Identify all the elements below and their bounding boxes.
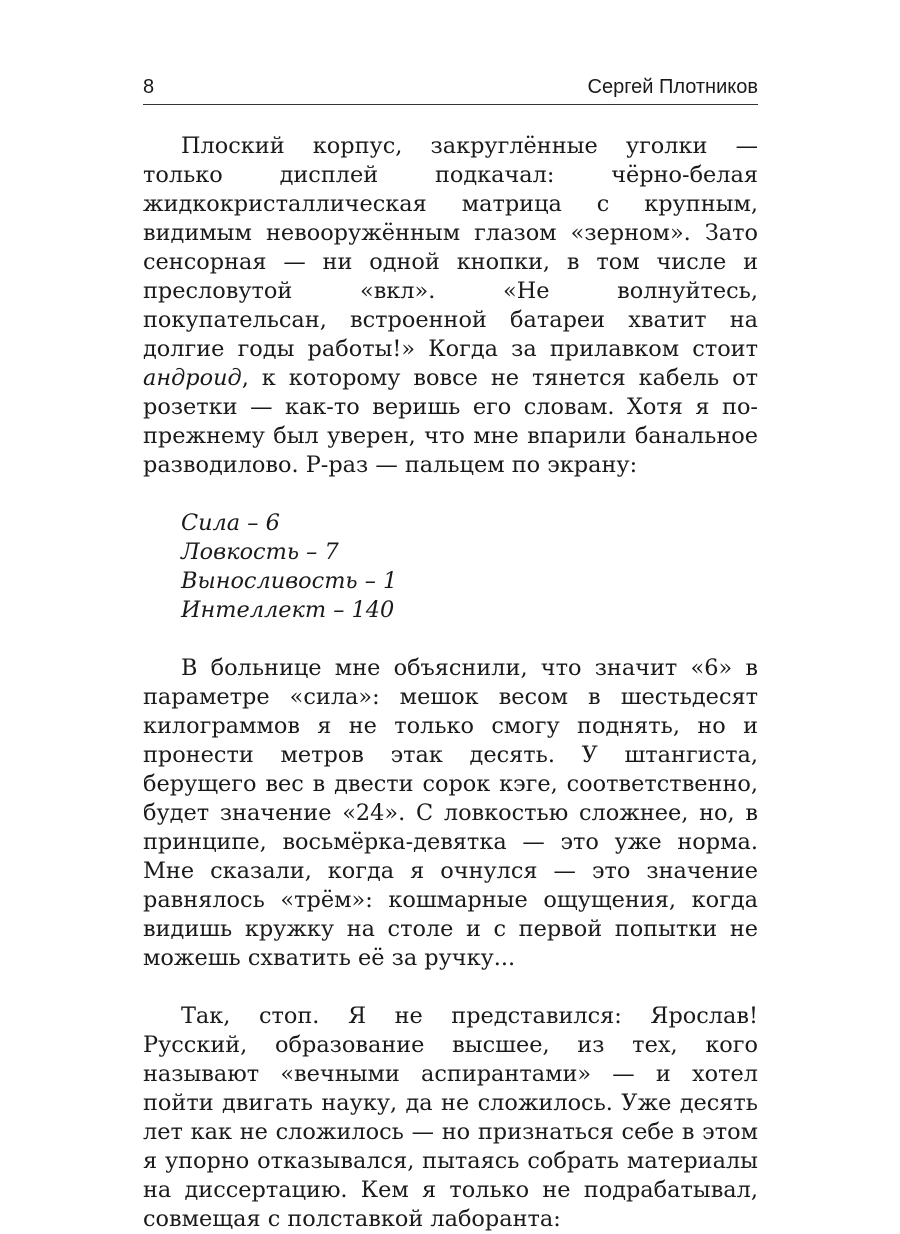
author-name: Сергей Плотников xyxy=(587,76,758,98)
paragraph: Так, стоп. Я не представился: Ярослав! Русский, образование высшее, из тех, кого называют «вечными аспирантами» — и хотел пойти двигать науку, да не сложилось. Уже десять лет как не сложилось — но признаться себе в этом я упорно отказывался, пытаясь собрать материалы на диссертацию. Кем я только не подрабатывал, совмещая с полставкой лаборанта: xyxy=(143,1003,758,1232)
stats-list xyxy=(181,509,758,625)
page-body xyxy=(143,132,758,1234)
emphasis: андроид xyxy=(143,365,242,391)
stat-line: Сила – 6 xyxy=(181,510,280,536)
paragraph: Плоский корпус, закруглённые уголки — только дисплей подкачал: чёрно-белая жидкокристаллическая матрица с крупным, видимым невооружённым глазом «зерном». Зато сенсорная — ни одной кнопки, в том числе и пресловутой «вкл». «Не волнуйтесь, покупательсан, встроенной батареи хватит на долгие годы работы!» Когда за прилавком стоит андроид, к которому вовсе не тянется кабель от розетки — как-то веришь его словам. Хотя я по-прежнему был уверен, что мне впарили банальное разводилово. Р-раз — пальцем по экрану: xyxy=(143,133,758,478)
stat-line: Выносливость – 1 xyxy=(181,568,398,594)
page-number: 8 xyxy=(143,76,155,98)
stat-line: Ловкость – 7 xyxy=(181,539,339,565)
running-header xyxy=(143,74,758,105)
stat-line: Интеллект – 140 xyxy=(181,597,395,623)
paragraph: В больнице мне объяснили, что значит «6» в параметре «сила»: мешок весом в шестьдесят килограммов я не только смогу поднять, но и пронести метров этак десять. У штангиста, берущего вес в двести сорок кэге, соответственно, будет значение «24». С ловкостью сложнее, но, в принципе, восьмёрка-девятка — это уже норма. Мне сказали, когда я очнулся — это значение равнялось «трём»: кошмарные ощущения, когда видишь кружку на столе и с первой попытки не можешь схватить её за ручку... xyxy=(143,655,758,971)
